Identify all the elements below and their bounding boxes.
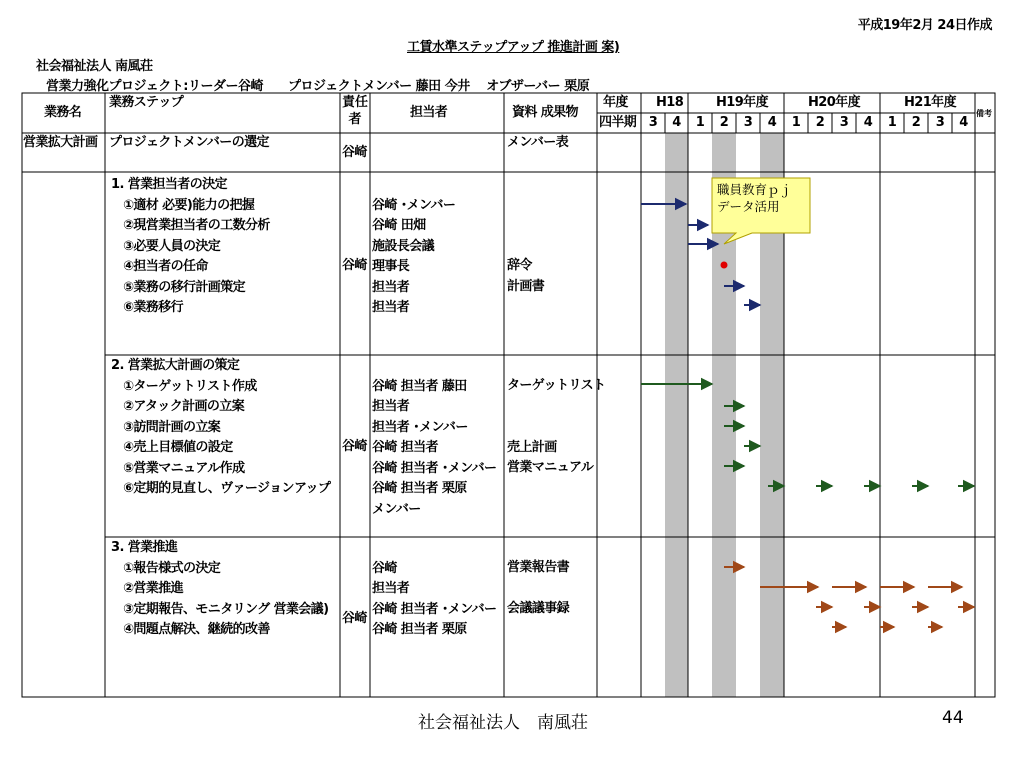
person-item: 谷崎 担当者 藤田 — [372, 378, 467, 394]
quarter-label: 1 — [695, 115, 705, 130]
responsible-person: 谷崎 — [342, 145, 367, 160]
quarter-label: 4 — [672, 115, 681, 130]
step-item: ①報告様式の決定 — [123, 560, 221, 576]
creation-date: 平成19年2月 24日作成 — [857, 18, 992, 33]
person-item: 担当者 — [372, 581, 410, 596]
person-item — [372, 356, 496, 377]
quarter-label: 4 — [767, 115, 777, 130]
quarter-label: 4 — [959, 115, 968, 130]
page-title: 工賃水準ステップアップ 推進計画 案) — [407, 40, 620, 55]
person-item: 谷崎 ･メンバー — [372, 197, 456, 213]
person-item — [372, 175, 455, 196]
year-label: H19年度 — [716, 95, 768, 110]
person-item: 担当者 ･メンバー — [372, 419, 468, 435]
header-fiscal-year: 年度 — [603, 95, 628, 110]
person-item: 谷崎 担当者 ･メンバー — [372, 460, 497, 476]
header-step: 業務ステップ — [109, 95, 184, 110]
step-item: ②営業推進 — [123, 581, 184, 596]
person-item: 谷崎 担当者 栗原 — [372, 622, 467, 637]
quarter-label: 2 — [815, 115, 825, 130]
person-item: 谷崎 担当者 ･メンバー — [372, 601, 497, 617]
step-item: ①適材 必要)能力の把握 — [123, 197, 255, 213]
quarter-label: 3 — [935, 115, 945, 130]
step-item: ③訪問計画の立案 — [123, 419, 221, 435]
quarter-label: 4 — [863, 115, 873, 130]
deliverable: 営業マニュアル — [507, 460, 594, 475]
persons-block — [372, 356, 496, 520]
step-item: ⑥定期的見直し、ヴァージョンアップ — [123, 481, 331, 496]
person-item: 谷崎 田畑 — [372, 218, 426, 233]
step-item: ①ターゲットリスト作成 — [123, 378, 257, 394]
person-item: 担当者 — [372, 279, 410, 295]
step-item: 2. 営業拡大計画の策定 — [111, 358, 240, 373]
quarter-label: 2 — [911, 115, 921, 130]
steps-block — [111, 175, 270, 319]
callout-text: 職員教育ｐｊ データ活用 — [717, 182, 793, 214]
header-docs: 資料 成果物 — [512, 105, 578, 120]
year-label: H20年度 — [808, 95, 860, 110]
persons-block — [372, 538, 496, 641]
quarter-label: 1 — [887, 115, 897, 130]
step-item: ②アタック計画の立案 — [123, 399, 245, 414]
step-item: 3. 営業推進 — [111, 540, 178, 555]
quarter-label: 2 — [719, 115, 729, 130]
person-item: 谷崎 担当者 — [372, 440, 438, 455]
year-label: H18 — [656, 95, 684, 110]
task-name: 営業拡大計画 — [23, 135, 98, 150]
step-item: ②現営業担当者の工数分析 — [123, 218, 270, 233]
deliverable: メンバー表 — [507, 135, 569, 150]
steps-block — [111, 538, 328, 641]
responsible-person: 谷崎 — [342, 258, 367, 273]
persons-block — [372, 175, 455, 319]
deliverable: 辞令 — [507, 258, 532, 273]
step-item: ④問題点解決、継続的改善 — [123, 622, 270, 637]
header-person: 担当者 — [410, 105, 448, 120]
step-item: 1. 営業担当者の決定 — [111, 177, 227, 192]
header-responsible: 責任者 — [341, 95, 368, 127]
responsible-person: 谷崎 — [342, 439, 367, 454]
docs-block — [507, 376, 605, 479]
person-item — [372, 538, 496, 559]
milestone-dot — [721, 262, 728, 269]
person-item: 施設長会議 — [372, 238, 435, 254]
header-quarter: 四半期 — [599, 115, 637, 130]
deliverable: ターゲットリスト — [507, 378, 606, 393]
person-item: 担当者 — [372, 399, 410, 414]
person-item: メンバー — [372, 501, 421, 517]
step-item: ⑤業務の移行計画策定 — [123, 279, 246, 295]
deliverable: 売上計画 — [507, 439, 557, 455]
project-members-line: 営業力強化プロジェクト:リーダー谷崎 プロジェクトメンバー 藤田 今井 オブザーバー 栗原 — [46, 79, 590, 94]
header-notes: 備考 — [976, 109, 992, 118]
deliverable: 営業報告書 — [507, 560, 570, 575]
footer-organization: 社会福祉法人 南風荘 — [418, 713, 588, 733]
person-item: 理事長 — [372, 259, 410, 274]
quarter-label: 3 — [839, 115, 849, 130]
year-label: H21年度 — [904, 95, 956, 110]
docs-block — [507, 256, 544, 297]
deliverable: 会議議事録 — [507, 601, 570, 616]
step-item: プロジェクトメンバーの選定 — [109, 135, 269, 150]
deliverable: 計画書 — [507, 278, 545, 294]
person-item: 谷崎 担当者 栗原 — [372, 481, 467, 496]
quarter-label: 3 — [648, 115, 658, 130]
step-item: ④担当者の任命 — [123, 259, 208, 274]
page-number: 44 — [942, 708, 964, 728]
shaded-quarter-h18-q4 — [665, 133, 688, 697]
docs-block — [507, 558, 569, 620]
steps-block — [111, 356, 330, 500]
organization-name: 社会福祉法人 南風荘 — [36, 59, 153, 74]
step-item: ④売上目標値の設定 — [123, 440, 233, 455]
responsible-person: 谷崎 — [342, 611, 367, 626]
quarter-label: 3 — [743, 115, 753, 130]
step-item: ⑤営業マニュアル作成 — [123, 460, 245, 476]
step-item: ⑥業務移行 — [123, 300, 184, 315]
header-task: 業務名 — [44, 105, 82, 120]
quarter-label: 1 — [791, 115, 801, 130]
person-item: 担当者 — [372, 300, 410, 315]
person-item: 谷崎 — [372, 560, 397, 576]
step-item: ③必要人員の決定 — [123, 238, 221, 254]
step-item: ③定期報告、モニタリング 営業会議) — [123, 601, 329, 617]
